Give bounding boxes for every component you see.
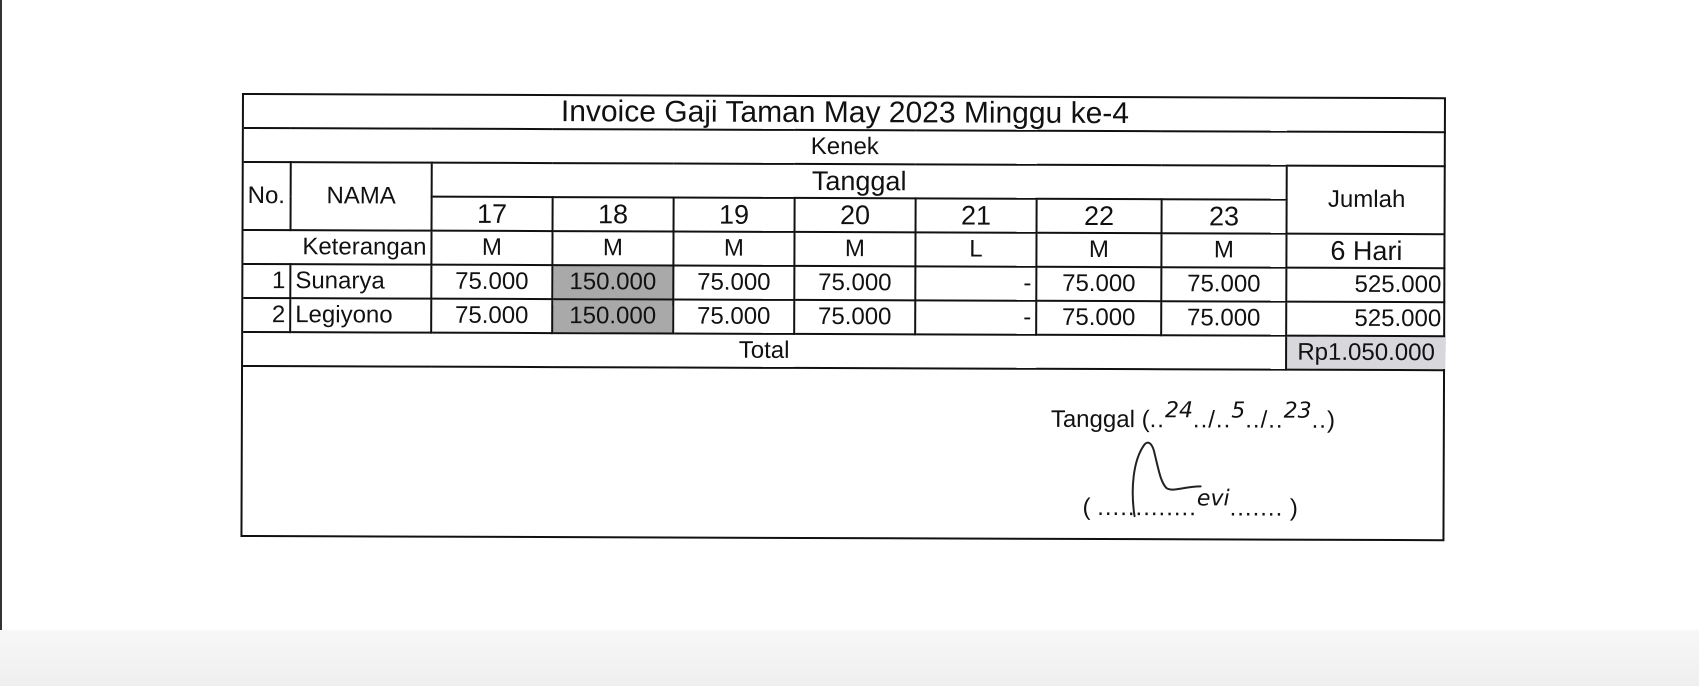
row-value: 75.000 <box>1036 301 1161 335</box>
date-cell: 19 <box>674 198 795 232</box>
date-cell: 21 <box>916 198 1037 232</box>
date-cell: 23 <box>1162 199 1287 233</box>
row-jumlah: 525.000 <box>1286 302 1445 337</box>
row-value: 75.000 <box>673 300 794 334</box>
name-open: ( <box>1082 493 1091 521</box>
row-jumlah: 525.000 <box>1286 268 1445 303</box>
date-dots: ../.. <box>1192 406 1232 434</box>
row-value-highlighted: 150.000 <box>552 265 673 299</box>
name-dots: ....... <box>1229 494 1284 522</box>
keterangan-code: M <box>1161 233 1286 267</box>
keterangan-code: M <box>431 231 552 265</box>
invoice-table <box>243 95 1446 371</box>
row-name: Sunarya <box>290 264 431 298</box>
row-value: 75.000 <box>673 266 794 300</box>
header-tanggal: Tanggal <box>432 163 1287 200</box>
row-value: - <box>915 300 1036 334</box>
scan-bottom-shadow <box>0 630 1699 686</box>
date-label: Tanggal ( <box>1050 405 1150 434</box>
date-close: ) <box>1326 406 1336 434</box>
row-value: 75.000 <box>1161 301 1286 335</box>
signature-name <box>1082 486 1298 523</box>
date-cell: 22 <box>1037 199 1162 233</box>
keterangan-code: M <box>1036 233 1161 267</box>
date-dots: .. <box>1311 406 1328 434</box>
name-close: ) <box>1289 494 1298 522</box>
header-nama: NAMA <box>291 162 432 230</box>
subtitle-row <box>244 128 1446 166</box>
date-cell: 18 <box>553 197 674 231</box>
name-handwritten: evi <box>1196 486 1230 512</box>
title-row <box>244 95 1446 132</box>
keterangan-row <box>243 230 1445 268</box>
invoice-sheet <box>240 93 1446 541</box>
date-cell: 17 <box>432 197 553 231</box>
date-dots: ../.. <box>1245 406 1284 434</box>
invoice-title: Invoice Gaji Taman May 2023 Minggu ke-4 <box>244 95 1446 132</box>
keterangan-code: M <box>794 232 915 266</box>
row-value: 75.000 <box>1161 267 1286 301</box>
row-value: 75.000 <box>431 299 552 333</box>
row-value-highlighted: 150.000 <box>552 299 673 333</box>
total-row <box>243 332 1445 370</box>
row-number: 1 <box>243 264 290 298</box>
date-dots: .. <box>1149 406 1165 434</box>
date-month-handwritten: 5 <box>1231 398 1246 424</box>
scan-edge <box>0 0 2 686</box>
keterangan-code: M <box>673 232 794 266</box>
table-row <box>243 264 1445 302</box>
invoice-subtitle: Kenek <box>244 128 1446 166</box>
row-value: 75.000 <box>431 265 552 299</box>
keterangan-code: L <box>915 232 1036 266</box>
total-value: Rp1.050.000 <box>1286 336 1445 371</box>
row-value: - <box>915 266 1036 300</box>
keterangan-code: M <box>552 231 673 265</box>
header-jumlah: Jumlah <box>1287 166 1446 235</box>
keterangan-label: Keterangan <box>243 230 431 265</box>
total-label: Total <box>243 332 1286 370</box>
date-year-handwritten: 23 <box>1283 398 1312 424</box>
name-dots: ............. <box>1097 493 1197 522</box>
row-value: 75.000 <box>794 266 915 300</box>
row-number: 2 <box>243 298 290 332</box>
date-cell: 20 <box>795 198 916 232</box>
row-value: 75.000 <box>794 300 915 334</box>
table-row <box>243 298 1445 336</box>
row-name: Legiyono <box>290 298 431 332</box>
header-row-1 <box>244 162 1446 200</box>
date-day-handwritten: 24 <box>1164 398 1194 424</box>
header-no: No. <box>244 162 291 230</box>
jumlah-hari: 6 Hari <box>1286 234 1445 269</box>
row-value: 75.000 <box>1036 267 1161 301</box>
signature-area <box>242 367 1443 529</box>
